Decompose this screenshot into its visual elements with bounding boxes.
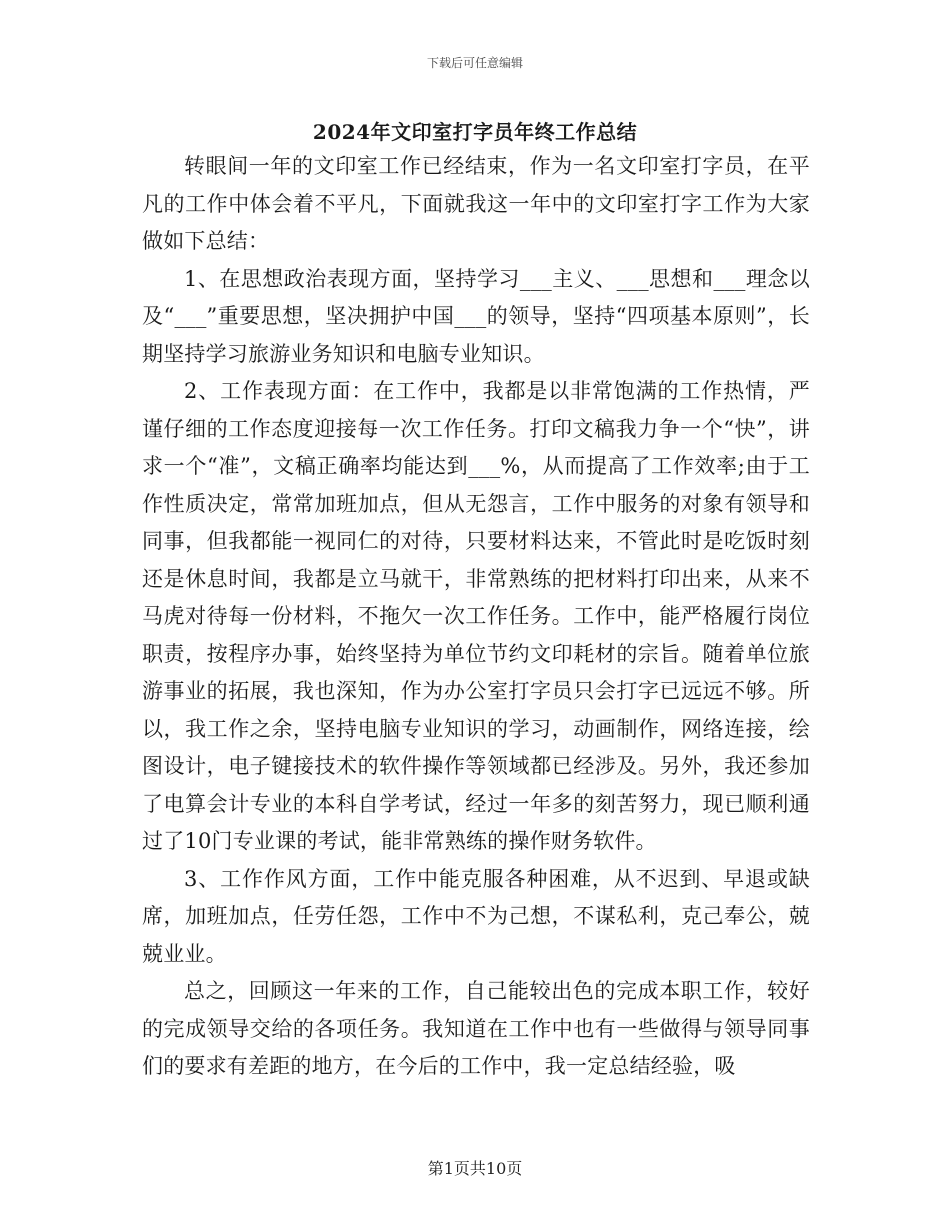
header-note: 下载后可任意编辑 bbox=[426, 56, 523, 70]
page-number-footer: 第1页共10页 bbox=[427, 1159, 523, 1178]
paragraph-2: 2、工作表现方面：在工作中，我都是以非常饱满的工作热情，严谨仔细的工作态度迎接每一次工作任务。打印文稿我力争一个“快”，讲求一个“准”，文稿正确率均能达到___%，从而提高了工作效率;由于工作性质决定，常常加班加点，但从无怨言，工作中服务的对象有领导和同事，但我都能一视同仁的对待，只要材料达来，不管此时是吃饭时刻还是休息时间，我都是立马就干，非常熟练的把材料打印出来，从来不马虎对待每一份材料，不拖欠一次工作任务。工作中，能严格履行岗位职责，按程序办事，始终坚持为单位节约文印耗材的宗旨。随着单位旅游事业的拓展，我也深知，作为办公室打字员只会打字已远远不够。所以，我工作之余，坚持电脑专业知识的学习，动画制作，网络连接，绘图设计，电子键接技术的软件操作等领域都已经涉及。另外，我还参加了电算会计专业的本科自学考试，经过一年多的刻苦努力，现已顺利通过了10门专业课的考试，能非常熟练的操作财务软件。 bbox=[142, 379, 810, 853]
document-body bbox=[142, 148, 810, 1086]
page-title: 2024年文印室打字员年终工作总结 bbox=[312, 120, 638, 144]
paragraph-intro: 转眼间一年的文印室工作已经结束，作为一名文印室打字员，在平凡的工作中体会着不平凡，下面就我这一年中的文印室打字工作为大家做如下总结： bbox=[142, 154, 810, 253]
paragraph-3: 3、工作作风方面，工作中能克服各种困难，从不迟到、早退或缺席，加班加点，任劳任怨，工作中不为己想，不谋私利，克己奉公，兢兢业业。 bbox=[142, 866, 810, 966]
paragraph-summary: 总之，回顾这一年来的工作，自己能较出色的完成本职工作，较好的完成领导交给的各项任务。我知道在工作中也有一些做得与领导同事们的要求有差距的地方，在今后的工作中，我一定总结经验，吸 bbox=[142, 979, 810, 1078]
paragraph-1: 1、在思想政治表现方面，坚持学习___主义、___思想和___理念以及“___”重要思想，坚决拥护中国___的领导，坚持“四项基本原则”，长期坚持学习旅游业务知识和电脑专业知识。 bbox=[142, 266, 810, 366]
